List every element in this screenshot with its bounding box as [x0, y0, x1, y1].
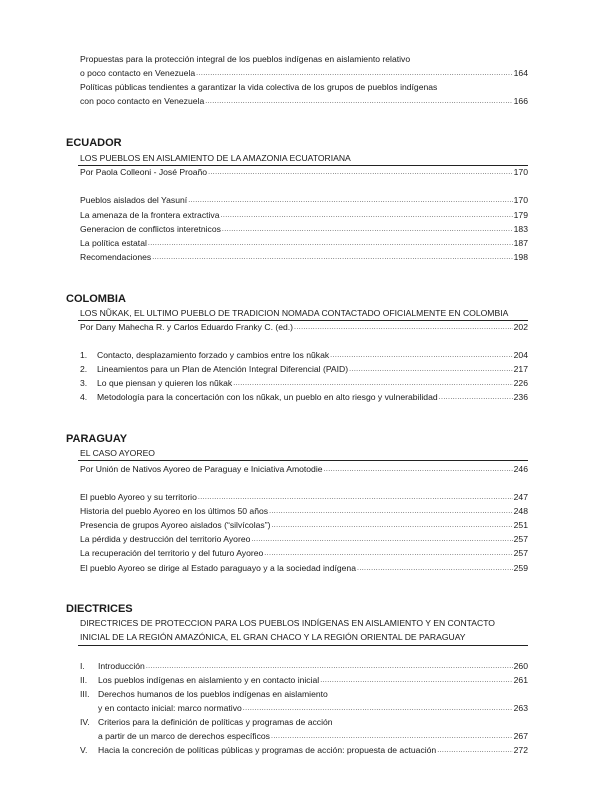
leader-dots — [152, 252, 512, 263]
leader-dots — [439, 392, 513, 403]
toc-entry[interactable] — [80, 195, 528, 206]
toc-entry-text: Contacto, desplazamiento forzado y cambios entre los nũkak — [97, 350, 330, 360]
toc-page-number: 170 — [513, 167, 528, 177]
toc-page-number: 179 — [513, 210, 528, 220]
toc-entry[interactable] — [80, 534, 528, 545]
leader-dots — [196, 68, 513, 79]
section-heading-directrices: DIECTRICES — [66, 603, 133, 615]
leader-dots — [208, 167, 513, 178]
toc-page-number: 198 — [513, 252, 528, 262]
toc-page-number: 170 — [513, 195, 528, 205]
toc-page-number: 263 — [513, 703, 528, 713]
divider — [78, 320, 528, 321]
toc-page-number: 257 — [513, 534, 528, 544]
leader-dots — [437, 745, 512, 756]
toc-page-number: 226 — [513, 378, 528, 388]
toc-entry[interactable] — [80, 252, 528, 263]
toc-entry[interactable] — [80, 548, 528, 559]
toc-entry-text: o poco contacto en Venezuela — [80, 68, 196, 78]
leader-dots — [330, 350, 512, 361]
chapter-title: LOS NŨKAK, EL ULTIMO PUEBLO DE TRADICION NOMADA CONTACTADO OFICIALMENTE EN COLOMBIA — [80, 308, 509, 318]
toc-page-number: 246 — [513, 464, 528, 474]
toc-entry[interactable] — [98, 703, 528, 714]
chapter-title: LOS PUEBLOS EN AISLAMIENTO DE LA AMAZONIA ECUATORIANA — [80, 153, 351, 163]
leader-dots — [269, 506, 513, 517]
toc-entry-text: Introducción — [98, 661, 145, 671]
toc-entry[interactable] — [80, 68, 528, 79]
toc-entry-text: con poco contacto en Venezuela — [80, 96, 205, 106]
toc-entry-line: Derechos humanos de los pueblos indígenas en aislamiento — [98, 689, 328, 699]
toc-page-number: 248 — [513, 506, 528, 516]
toc-entry-text: Historia del pueblo Ayoreo en los últimos 50 años — [80, 506, 269, 516]
toc-entry[interactable] — [98, 745, 528, 756]
divider — [78, 165, 528, 166]
toc-entry-text: La amenaza de la frontera extractiva — [80, 210, 220, 220]
section-heading-colombia: COLOMBIA — [66, 293, 126, 305]
item-number: 4. — [80, 392, 88, 402]
leader-dots — [349, 364, 513, 375]
item-number: 3. — [80, 378, 88, 388]
toc-page-number: 204 — [513, 350, 528, 360]
toc-entry-text: Pueblos aislados del Yasuní — [80, 195, 188, 205]
leader-dots — [320, 675, 512, 686]
chapter-title: INICIAL DE LA REGIÓN AMAZÓNICA, EL GRAN CHACO Y LA REGIÓN ORIENTAL DE PARAGUAY — [80, 632, 466, 642]
item-number: III. — [80, 689, 90, 699]
toc-entry[interactable] — [97, 350, 528, 361]
toc-entry[interactable] — [80, 224, 528, 235]
leader-dots — [271, 731, 513, 742]
toc-entry-text: a partir de un marco de derechos específicos — [98, 731, 270, 741]
toc-entry[interactable] — [97, 378, 528, 389]
toc-entry-line: Criterios para la definición de políticas y programas de acción — [98, 717, 333, 727]
item-number: II. — [80, 675, 88, 685]
leader-dots — [148, 238, 513, 249]
item-number: 1. — [80, 350, 88, 360]
toc-entry-text: El pueblo Ayoreo se dirige al Estado paraguayo y a la sociedad indígena — [80, 563, 356, 573]
leader-dots — [243, 703, 513, 714]
toc-entry[interactable] — [98, 731, 528, 742]
toc-entry[interactable] — [80, 210, 528, 221]
item-number: IV. — [80, 717, 90, 727]
toc-entry-text: Presencia de grupos Ayoreo aislados (“silvícolas”) — [80, 520, 271, 530]
toc-entry-text: Metodología para la concertación con los nũkak, un pueblo en alto riesgo y vulnerabilidad — [97, 392, 438, 402]
leader-dots — [188, 195, 512, 206]
chapter-title: EL CASO AYOREO — [80, 448, 155, 458]
toc-page-number: 236 — [513, 392, 528, 402]
toc-entry-text: Lineamientos para un Plan de Atención Integral Diferencial (PAID) — [97, 364, 349, 374]
toc-entry-author[interactable] — [80, 464, 528, 475]
toc-entry[interactable] — [80, 238, 528, 249]
toc-page-number: 202 — [513, 322, 528, 332]
leader-dots — [233, 378, 512, 389]
leader-dots — [294, 322, 513, 333]
toc-page-number: 187 — [513, 238, 528, 248]
toc-page-number: 166 — [513, 96, 528, 106]
divider — [78, 460, 528, 461]
toc-page-number: 217 — [513, 364, 528, 374]
leader-dots — [264, 548, 512, 559]
toc-entry[interactable] — [80, 563, 528, 574]
toc-entry-text: y en contacto inicial: marco normativo — [98, 703, 242, 713]
leader-dots — [324, 464, 513, 475]
leader-dots — [271, 520, 512, 531]
toc-entry-text: La pérdida y destrucción del territorio Ayoreo — [80, 534, 251, 544]
toc-page-number: 164 — [513, 68, 528, 78]
toc-entry[interactable] — [80, 492, 528, 503]
leader-dots — [222, 224, 513, 235]
item-number: V. — [80, 745, 88, 755]
toc-entry-author[interactable] — [80, 167, 528, 178]
toc-entry-line: Políticas públicas tendientes a garantizar la vida colectiva de los grupos de pueblos indígenas — [80, 82, 438, 92]
toc-page-number: 260 — [513, 661, 528, 671]
author-text: Por Paola Colleoni - José Proaño — [80, 167, 208, 177]
leader-dots — [205, 96, 512, 107]
toc-entry-text: La política estatal — [80, 238, 147, 248]
toc-entry-line: Propuestas para la protección integral de los pueblos indígenas en aislamiento relativo — [80, 54, 411, 64]
item-number: 2. — [80, 364, 88, 374]
toc-entry-text: Recomendaciones — [80, 252, 152, 262]
toc-entry-author[interactable] — [80, 322, 528, 333]
toc-entry-text: La recuperación del territorio y del futuro Ayoreo — [80, 548, 264, 558]
leader-dots — [357, 563, 513, 574]
toc-page-number: 247 — [513, 492, 528, 502]
toc-entry[interactable] — [80, 506, 528, 517]
toc-page-number: 251 — [513, 520, 528, 530]
toc-entry-text: Los pueblos indígenas en aislamiento y en contacto inicial — [98, 675, 320, 685]
toc-page-number: 267 — [513, 731, 528, 741]
toc-page-number: 272 — [513, 745, 528, 755]
toc-entry[interactable] — [98, 675, 528, 686]
author-text: Por Dany Mahecha R. y Carlos Eduardo Franky C. (ed.) — [80, 322, 294, 332]
toc-entry-text: Hacia la concreción de políticas públicas y programas de acción: propuesta de actuación — [98, 745, 437, 755]
leader-dots — [221, 210, 513, 221]
divider — [78, 645, 528, 646]
leader-dots — [251, 534, 512, 545]
toc-entry[interactable] — [97, 364, 528, 375]
section-heading-ecuador: ECUADOR — [66, 137, 122, 149]
toc-page-number: 259 — [513, 563, 528, 573]
leader-dots — [198, 492, 513, 503]
toc-entry[interactable] — [80, 520, 528, 531]
toc-entry[interactable] — [80, 96, 528, 107]
chapter-title: DIRECTRICES DE PROTECCION PARA LOS PUEBLOS INDÍGENAS EN AISLAMIENTO Y EN CONTACTO — [80, 618, 495, 628]
toc-page-number: 183 — [513, 224, 528, 234]
toc-entry-text: Generacion de conflictos interetnicos — [80, 224, 221, 234]
toc-entry-text: Lo que piensan y quieren los nũkak — [97, 378, 233, 388]
toc-page-number: 261 — [513, 675, 528, 685]
toc-entry-text: El pueblo Ayoreo y su territorio — [80, 492, 197, 502]
leader-dots — [146, 661, 513, 672]
section-heading-paraguay: PARAGUAY — [66, 433, 128, 445]
toc-entry[interactable] — [97, 392, 528, 403]
author-text: Por Unión de Nativos Ayoreo de Paraguay e Iniciativa Amotodie — [80, 464, 323, 474]
toc-page-number: 257 — [513, 548, 528, 558]
toc-entry[interactable] — [98, 661, 528, 672]
item-number: I. — [80, 661, 85, 671]
